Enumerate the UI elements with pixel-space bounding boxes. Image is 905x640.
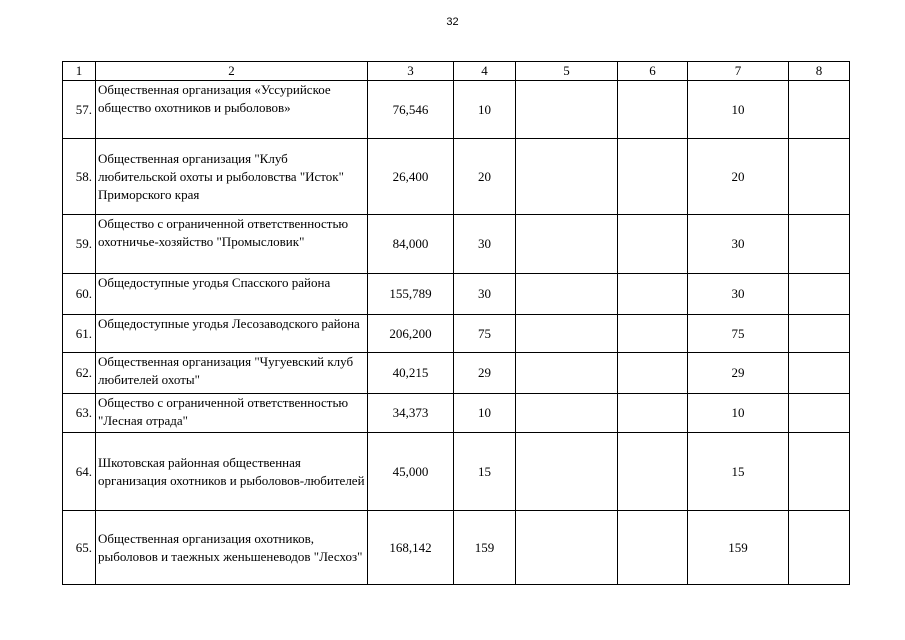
column-7-value: 159 <box>688 511 789 585</box>
column-header: 3 <box>368 62 454 81</box>
row-number: 65. <box>63 511 96 585</box>
column-8-value <box>789 315 850 353</box>
column-8-value <box>789 433 850 511</box>
hunting-grounds-table <box>62 61 850 585</box>
column-7-value: 30 <box>688 215 789 274</box>
column-7-value: 10 <box>688 81 789 139</box>
column-6-value <box>618 81 688 139</box>
column-4-value: 75 <box>454 315 516 353</box>
column-5-value <box>516 315 618 353</box>
column-8-value <box>789 394 850 433</box>
column-7-value: 30 <box>688 274 789 315</box>
row-number: 62. <box>63 353 96 394</box>
organization-name: Общественная организация "Чугуевский клуб любителей охоты" <box>96 353 368 394</box>
column-6-value <box>618 511 688 585</box>
area-value: 84,000 <box>368 215 454 274</box>
area-value: 168,142 <box>368 511 454 585</box>
organization-name: Общественная организация "Клуб любительской охоты и рыболовства "Исток" Приморского края <box>96 139 368 215</box>
column-6-value <box>618 139 688 215</box>
table-row <box>63 511 850 585</box>
column-4-value: 29 <box>454 353 516 394</box>
area-value: 45,000 <box>368 433 454 511</box>
column-8-value <box>789 274 850 315</box>
column-4-value: 159 <box>454 511 516 585</box>
table-row <box>63 274 850 315</box>
table-row <box>63 433 850 511</box>
column-8-value <box>789 511 850 585</box>
table-header <box>63 62 850 81</box>
row-number: 61. <box>63 315 96 353</box>
column-6-value <box>618 215 688 274</box>
column-5-value <box>516 511 618 585</box>
row-number: 59. <box>63 215 96 274</box>
column-7-value: 10 <box>688 394 789 433</box>
column-7-value: 75 <box>688 315 789 353</box>
organization-name: Общедоступные угодья Лесозаводского района <box>96 315 368 353</box>
area-value: 155,789 <box>368 274 454 315</box>
organization-name: Общественная организация охотников, рыболовов и таежных женьшеневодов "Лесхоз" <box>96 511 368 585</box>
column-header: 1 <box>63 62 96 81</box>
table-row <box>63 315 850 353</box>
column-header: 5 <box>516 62 618 81</box>
organization-name: Общедоступные угодья Спасского района <box>96 274 368 315</box>
table-row <box>63 394 850 433</box>
column-4-value: 15 <box>454 433 516 511</box>
column-4-value: 30 <box>454 215 516 274</box>
column-header: 6 <box>618 62 688 81</box>
header-row <box>63 62 850 81</box>
table-row <box>63 139 850 215</box>
column-5-value <box>516 433 618 511</box>
column-7-value: 15 <box>688 433 789 511</box>
organization-name: Общество с ограниченной ответственностью охотничье-хозяйство "Промысловик" <box>96 215 368 274</box>
column-5-value <box>516 215 618 274</box>
column-8-value <box>789 81 850 139</box>
column-8-value <box>789 353 850 394</box>
column-5-value <box>516 81 618 139</box>
row-number: 64. <box>63 433 96 511</box>
row-number: 57. <box>63 81 96 139</box>
column-6-value <box>618 394 688 433</box>
area-value: 40,215 <box>368 353 454 394</box>
page-number: 32 <box>446 16 459 28</box>
organization-name: Шкотовская районная общественная организация охотников и рыболовов-любителей <box>96 433 368 511</box>
table-row <box>63 353 850 394</box>
column-4-value: 20 <box>454 139 516 215</box>
organization-name: Общество с ограниченной ответственностью "Лесная отрада" <box>96 394 368 433</box>
column-6-value <box>618 274 688 315</box>
organization-name: Общественная организация «Уссурийское общество охотников и рыболовов» <box>96 81 368 139</box>
column-8-value <box>789 215 850 274</box>
column-5-value <box>516 353 618 394</box>
column-6-value <box>618 353 688 394</box>
column-5-value <box>516 139 618 215</box>
column-6-value <box>618 315 688 353</box>
column-4-value: 10 <box>454 81 516 139</box>
column-7-value: 29 <box>688 353 789 394</box>
table-row <box>63 215 850 274</box>
column-4-value: 30 <box>454 274 516 315</box>
column-header: 8 <box>789 62 850 81</box>
area-value: 76,546 <box>368 81 454 139</box>
column-header: 2 <box>96 62 368 81</box>
column-4-value: 10 <box>454 394 516 433</box>
column-8-value <box>789 139 850 215</box>
area-value: 34,373 <box>368 394 454 433</box>
column-7-value: 20 <box>688 139 789 215</box>
column-header: 7 <box>688 62 789 81</box>
row-number: 60. <box>63 274 96 315</box>
row-number: 63. <box>63 394 96 433</box>
table-row <box>63 81 850 139</box>
area-value: 206,200 <box>368 315 454 353</box>
area-value: 26,400 <box>368 139 454 215</box>
column-5-value <box>516 394 618 433</box>
column-5-value <box>516 274 618 315</box>
column-header: 4 <box>454 62 516 81</box>
column-6-value <box>618 433 688 511</box>
row-number: 58. <box>63 139 96 215</box>
